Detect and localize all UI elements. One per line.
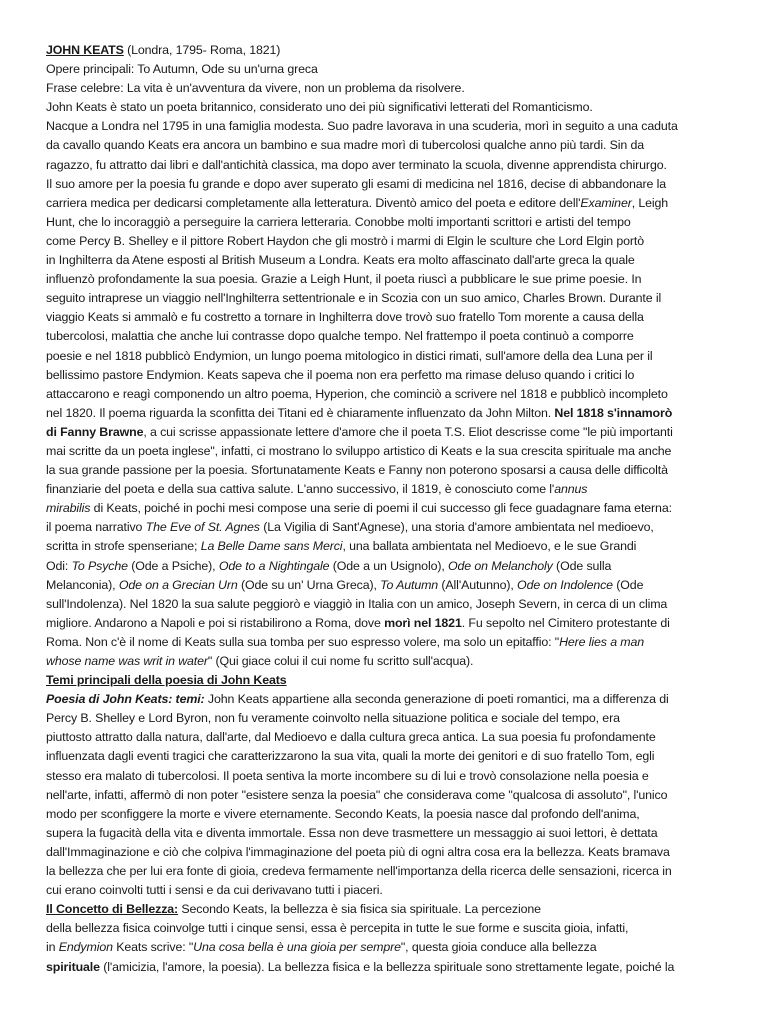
bio-text: " (Qui giace colui il cui nome fu scritto sull'acqua). [207,654,474,668]
bio-text: il poema narrativo [46,520,146,535]
biography-section [46,98,728,671]
bio-text: (La Vigilia di Sant'Agnese), una storia d'amore ambientata nel medioevo, [259,520,654,535]
bio-text: (Ode a un Usignolo), [329,558,448,573]
bio-line: sull'Indolenza). Nel 1820 la sua salute peggiorò e viaggiò in Italia con un amico, Joseph Severn, in cerca di un clima [46,596,668,611]
bio-line: mai scritte da un poeta inglese", infatti, ci mostrano lo sviluppo artistico di Keats e la sua crescita spirituale ma anche [46,443,672,458]
title-line [46,41,728,60]
bio-line: la sua grande passione per la poesia. Sfortunatamente Keats e Fanny non poterono sposarsi a causa delle difficoltà [46,463,668,478]
bio-text: (All'Autunno), [438,577,518,592]
bio-italic: mirabilis [46,501,91,516]
bio-text: , una ballata ambientata nel Medioevo, e le sue Grandi [342,539,637,554]
bio-line: attaccarono e reagì componendo un altro poema, Hyperion, che cominciò a scrivere nel 1818 e pubblicò incompleto [46,386,668,401]
work-title: To Psyche [71,558,128,573]
bio-text: Odi: [46,558,72,573]
quote-line: Frase celebre: La vita è un'avventura da vivere, non un problema da risolvere. [46,81,465,96]
bio-line: poesie e nel 1818 pubblicò Endymion, un lungo poema mitologico in distici rimati, sull'amore della dea Luna per il [46,348,653,363]
works-line: Opere principali: To Autumn, Ode su un'urna greca [46,62,318,77]
bio-line [46,537,728,556]
bio-line: ragazzo, fu attratto dai libri e dall'antichità classica, ma dopo aver terminato la scuola, divenne apprendista chirurgo. [46,157,667,172]
bio-line [46,423,728,442]
bio-bold: di Fanny Brawne [46,424,144,439]
bio-line: Hunt, che lo incoraggiò a perseguire la carriera letteraria. Conobbe molti importanti scrittori e artisti del tempo [46,214,631,229]
bio-text: di Keats, poiché in pochi mesi compose una serie di poemi il cui successo gli fece guadagnare fama eterna: [90,501,672,516]
bio-text: scritta in strofe spenseriane; [46,539,201,554]
bio-bold: Nel 1818 s'innamorò [554,405,673,420]
bio-line: in Inghilterra da Atene esposti al British Museum a Londra. Keats era molto affascinato dall'arte greca la quale [46,253,635,268]
bio-text: (Ode su un' Urna Greca), [237,577,381,592]
beauty-line [46,938,728,957]
work-title: The Eve of St. Agnes [145,520,260,535]
doc-title: JOHN KEATS [46,43,124,57]
bio-line [46,576,728,595]
bio-line [46,518,728,537]
bio-line: come Percy B. Shelley e il pittore Robert Haydon che gli mostrò i marmi di Elgin le sculture che Lord Elgin portò [46,233,644,248]
work-title: Ode on Indolence [517,577,613,592]
themes-text: John Keats appartiene alla seconda generazione di poeti romantici, ma a differenza di [204,692,669,707]
bio-text: (Ode [612,577,644,592]
themes-line: Percy B. Shelley e Lord Byron, non fu veramente coinvolto nella situazione politica e sociale del tempo, era [46,711,620,726]
themes-label: Poesia di John Keats: temi: [46,692,205,707]
bio-line [46,480,728,499]
bio-line [46,404,728,423]
bio-text: Melanconia), [46,577,119,592]
themes-line: influenzata dagli eventi tragici che caratterizzarono la sua vita, quali la morte dei genitori e di suo fratello Tom, egli [46,749,655,764]
bio-text: finanziarie del poeta e della sua cattiva salute. L'anno successivo, il 1819, è conosciuto come l' [46,482,555,497]
bio-line [46,614,728,633]
themes-line: la bellezza che per lui era fonte di gioia, credeva fermamente nell'importanza della ricerca delle sensazioni, ricerca in [46,864,672,879]
bio-line [46,194,728,213]
work-title: La Belle Dame sans Merci [200,539,343,554]
work-title: To Autumn [380,577,439,592]
themes-line: nell'arte, infatti, affermò di non poter "esistere senza la poesia" che considerava come "qualcosa di assoluto", l'unico [46,787,668,802]
bio-text: migliore. Andarono a Napoli e poi si ristabilirono a Roma, dove [46,615,385,630]
beauty-line [46,900,728,919]
beauty-section [46,900,728,976]
work-title: Ode on a Grecian Urn [118,577,238,592]
bio-text: (Ode a Psiche), [127,558,219,573]
bio-bold: morì nel 1821 [384,615,462,630]
bio-line: viaggio Keats si ammalò e fu costretto a tornare in Inghilterra dove trovò suo fratello Tom morente a causa della [46,310,644,325]
epitaph-text: Here lies a man [559,634,645,649]
bio-line: bellissimo pastore Endymion. Keats sapeva che il poema non era perfetto ma rimase deluso quando i critici lo [46,367,635,382]
bio-italic: annus [554,482,588,497]
beauty-text: (l'amicizia, l'amore, la poesia). La bellezza fisica e la bellezza spirituale sono strettamente legate, poiché la [99,959,675,974]
bio-text: Roma. Non c'è il nome di Keats sulla sua tomba per suo espresso volere, ma solo un epitaffio: " [46,634,560,649]
themes-line: modo per sconfiggere la morte e vivere eternamente. Secondo Keats, la poesia nasce dal profondo dell'anima, [46,806,640,821]
quote-italic: Una cosa bella è una gioia per sempre [193,940,401,955]
themes-line: supera la fugacità della vita e diventa immortale. Essa non deve trasmettere un messaggio ai suoi lettori, è dettata [46,825,658,840]
bio-line [46,499,728,518]
bio-line [46,633,728,652]
themes-heading: Temi principali della poesia di John Keats [46,673,287,688]
bio-text: carriera medica per dedicarsi completamente alla letteratura. Diventò amico del poeta e editore dell' [46,195,581,210]
themes-line: stesso era malato di tubercolosi. Il poeta sentiva la morte incombere su di lui e trovò consolazione nella poesia e [46,768,649,783]
bio-text: , Leigh [631,195,669,210]
themes-line [46,690,728,709]
beauty-line: della bellezza fisica coinvolge tutti i cinque sensi, essa è percepita in tutte le sue forme e suscita gioia, infatti, [46,921,629,936]
bio-italic: Examiner [580,195,632,210]
bio-text: , a cui scrisse appassionate lettere d'amore che il poeta T.S. Eliot descrisse come "le più importanti [143,424,673,439]
beauty-line [46,958,728,977]
bio-text: nel 1820. Il poema riguarda la sconfitta dei Titani ed è chiaramente influenzato da John Milton. [46,405,555,420]
themes-line: cui erano coinvolti tutti i sensi e da cui derivavano tutti i piaceri. [46,883,383,898]
bio-line [46,652,728,671]
bio-line: da cavallo quando Keats era ancora un bambino e sua madre morì di tubercolosi qualche anno più tardi. Sin da [46,138,645,153]
themes-line: dall'Immaginazione e ciò che colpiva l'immaginazione del poeta più di ogni altra cosa era la bellezza. Keats bramava [46,844,670,859]
work-title: Ode to a Nightingale [218,558,330,573]
epitaph-text: whose name was writ in water [46,654,208,668]
beauty-text: ", questa gioia conduce alla bellezza [400,940,597,955]
bio-text: (Ode sulla [552,558,612,573]
beauty-text: Keats scrive: " [112,940,194,955]
bio-line: seguito intraprese un viaggio nell'Inghilterra settentrionale e in Scozia con un suo amico, Charles Brown. Durante il [46,291,662,306]
bio-line: Il suo amore per la poesia fu grande e dopo aver superato gli esami di medicina nel 1816, decise di abbandonare la [46,176,667,191]
bio-line: tubercolosi, malattia che anche lui contrasse dopo qualche tempo. Nel frattempo il poeta continuò a comporre [46,329,634,344]
bio-line: influenzò profondamente la sua poesia. Grazie a Leigh Hunt, il poeta riuscì a pubblicare le sue prime poesie. In [46,272,642,287]
beauty-text: Secondo Keats, la bellezza è sia fisica sia spirituale. La percezione [178,902,541,917]
work-title: Ode on Melancholy [448,558,553,573]
bio-line [46,557,728,576]
beauty-bold: spirituale [46,959,100,974]
bio-line: Nacque a Londra nel 1795 in una famiglia modesta. Suo padre lavorava in una scuderia, morì in seguito a una caduta [46,119,678,134]
title-dates: (Londra, 1795- Roma, 1821) [123,43,281,57]
bio-line: John Keats è stato un poeta britannico, considerato uno dei più significativi letterati del Romanticismo. [46,100,593,115]
work-title: Endymion [58,940,113,955]
beauty-text: in [46,940,59,955]
beauty-heading: Il Concetto di Bellezza: [46,902,179,917]
themes-line: piuttosto attratto dalla natura, dall'arte, dal Medioevo e dalla cultura greca antica. La sua poesia fu profondamente [46,730,656,745]
themes-section [46,671,728,900]
bio-text: . Fu sepolto nel Cimitero protestante di [461,615,670,630]
